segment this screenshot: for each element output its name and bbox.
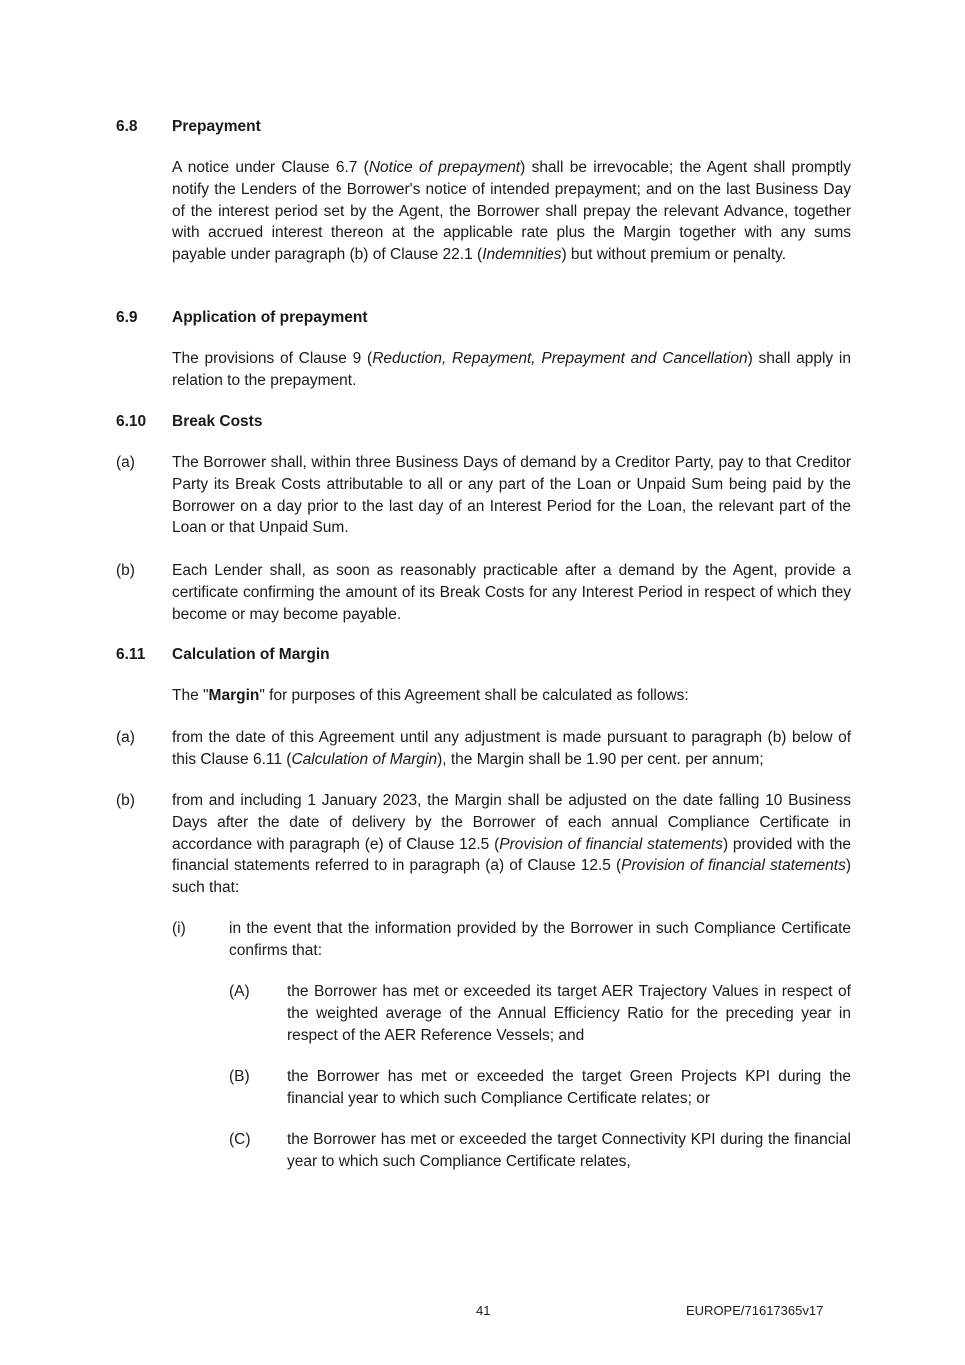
paragraph-6-11-a: [172, 727, 851, 771]
item-B: the Borrower has met or exceeded the target Green Projects KPI during the financial year to which such Compliance Certificate relates; or: [287, 1068, 851, 1107]
item-A: the Borrower has met or exceeded its target AER Trajectory Values in respect of the weighted average of the Annual Efficiency Ratio for the preceding year in respect of the AER Reference Vessels; and: [287, 983, 851, 1044]
text-run: A notice under Clause 6.7 (: [172, 159, 369, 176]
section-number: 6.10: [116, 413, 147, 430]
paragraph-label: (a): [116, 454, 135, 471]
item-label: (A): [229, 983, 250, 1000]
section-title: Application of prepayment: [172, 309, 368, 326]
subparagraph-i: in the event that the information provided by the Borrower in such Compliance Certificate confirms that:: [229, 920, 851, 959]
subparagraph-label: (i): [172, 920, 186, 937]
text-run: ) but without premium or penalty.: [561, 246, 787, 264]
paragraph-label: (b): [116, 562, 135, 579]
text-run: ) shall apply in relation to the prepayment.: [172, 350, 851, 389]
paragraph-label: (a): [116, 729, 135, 746]
paragraph-6-11-intro: [172, 685, 851, 707]
paragraph-6-10-b: Each Lender shall, as soon as reasonably practicable after a demand by the Agent, provide a certificate confirming the amount of its Break Costs for any Interest Period in respect of which they become or may become payable.: [172, 562, 851, 623]
italic-reference: Reduction, Repayment, Prepayment and Cancellation: [372, 350, 748, 367]
section-number: 6.9: [116, 309, 138, 326]
section-title: Calculation of Margin: [172, 646, 330, 663]
text-run: ), the Margin shall be 1.90 per cent. per annum;: [437, 750, 764, 768]
paragraph-6-11-b: [172, 790, 851, 899]
text-run: from the date of this Agreement until any adjustment is made pursuant to paragraph (b) below of this Clause 6.11 (: [172, 729, 851, 768]
item-label: (B): [229, 1068, 250, 1085]
text-run: The provisions of Clause 9 (: [172, 350, 373, 367]
document-reference: EUROPE/71617365v17: [686, 1303, 824, 1318]
text-run: ) provided with the financial statements referred to in paragraph (a) of Clause 12.5 (: [172, 835, 851, 875]
defined-term: Margin: [208, 687, 260, 704]
paragraph-label: (b): [116, 792, 135, 809]
italic-reference: Notice of prepayment: [368, 159, 521, 176]
item-C: the Borrower has met or exceeded the target Connectivity KPI during the financial year to which such Compliance Certificate relates,: [287, 1131, 851, 1170]
italic-reference: Provision of financial statements: [621, 857, 846, 875]
text-run: " for purposes of this Agreement shall be calculated as follows:: [259, 687, 689, 704]
section-number: 6.8: [116, 118, 138, 135]
italic-reference: Indemnities: [482, 246, 562, 264]
text-run: The ": [172, 687, 209, 704]
text-run: from and including 1 January 2023, the Margin shall be adjusted on the date falling 10 Business Days after the date of delivery by the Borrower of each annual Compliance Certificate in accordance with paragraph (e) of Clause 12.5 (: [172, 792, 851, 853]
item-label: (C): [229, 1131, 251, 1148]
italic-reference: Provision of financial statements: [499, 835, 723, 853]
paragraph-6-8: [172, 157, 851, 266]
italic-reference: Calculation of Margin: [291, 750, 438, 768]
text-run: ) such that:: [172, 857, 851, 897]
page-number: 41: [476, 1303, 491, 1318]
section-title: Prepayment: [172, 118, 261, 135]
section-title: Break Costs: [172, 413, 263, 430]
paragraph-6-10-a: The Borrower shall, within three Business Days of demand by a Creditor Party, pay to that Creditor Party its Break Costs attributable to all or any part of the Loan or Unpaid Sum being paid by the Borrower on a day prior to the last day of an Interest Period for the Loan, the relevant part of the Loan or that Unpaid Sum.: [172, 454, 851, 537]
section-number: 6.11: [116, 646, 146, 663]
paragraph-6-9: [172, 348, 851, 392]
text-run: ) shall be irrevocable; the Agent shall promptly notify the Lenders of the Borrower's notice of intended prepayment; and on the last Business Day of the interest period set by the Agent, the Borrower shall prepay the relevant Advance, together with accrued interest thereon at the applicable rate plus the Margin together with any sums payable under paragraph (b) of Clause 22.1 (: [172, 159, 851, 264]
